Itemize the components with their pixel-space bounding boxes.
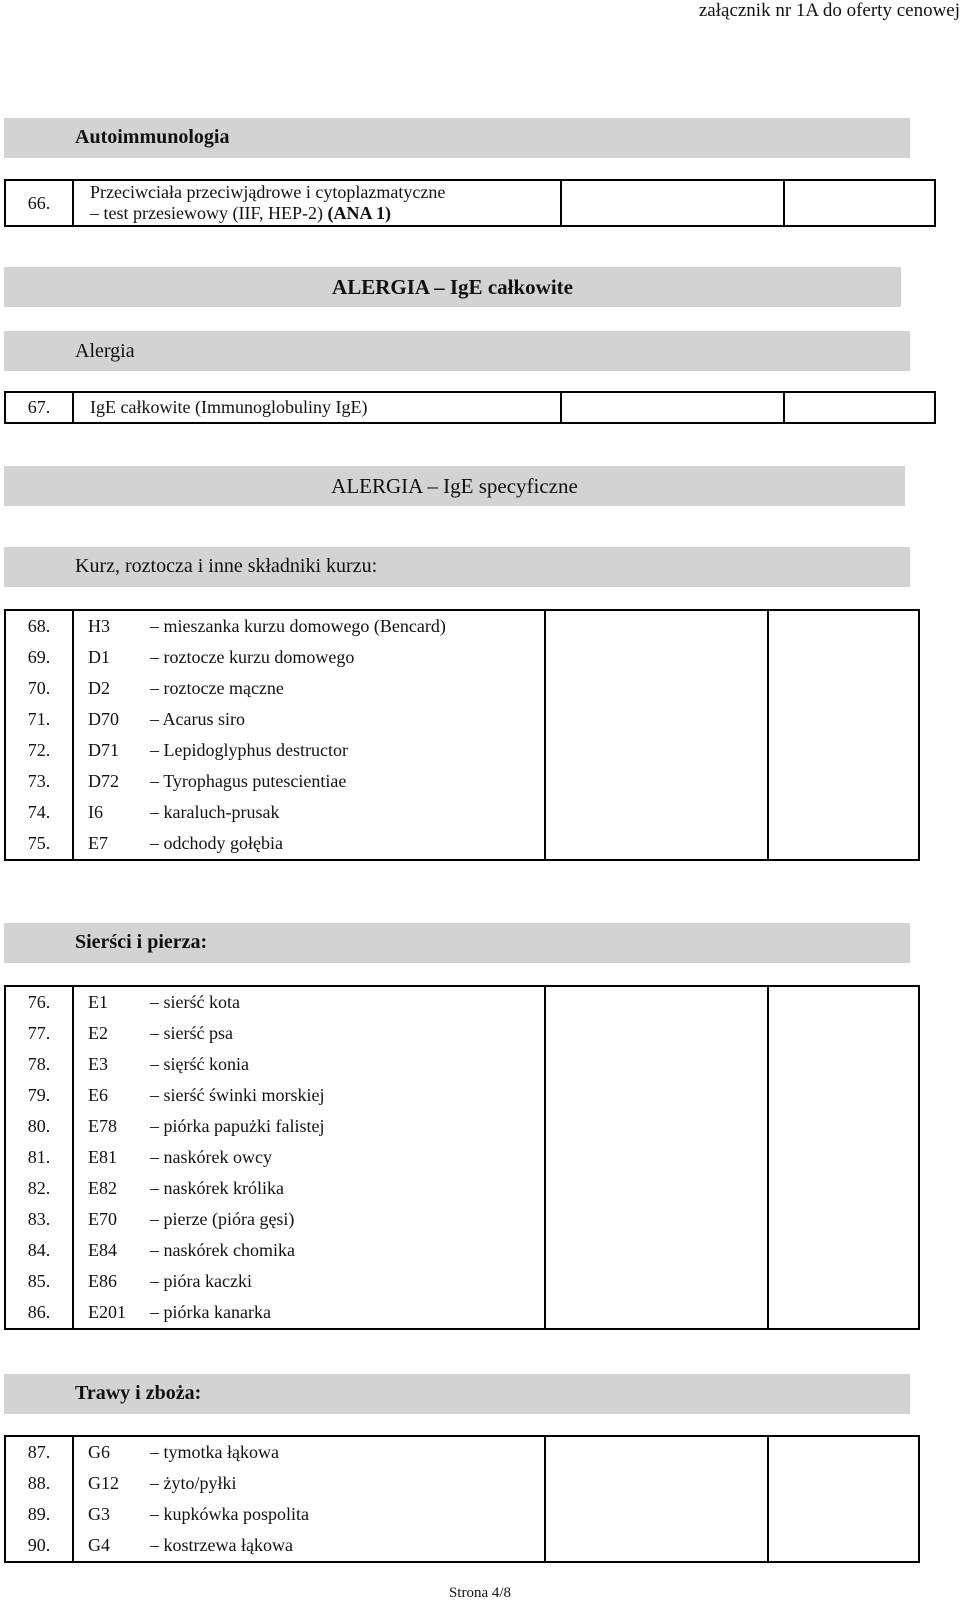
section-title: Alergia [75,340,135,362]
allergen-name: – naskórek królika [150,1178,284,1198]
empty-cell [768,1468,919,1499]
allergen-name: – piórka kanarka [150,1302,271,1322]
test-name [73,1297,545,1329]
empty-cell [768,1436,919,1468]
empty-cell [768,1049,919,1080]
row-number: 76. [5,986,73,1018]
empty-cell [545,610,768,642]
table-row [5,610,919,642]
allergen-code: E3 [88,1054,108,1074]
table-row [5,642,919,673]
empty-cell [561,392,784,423]
empty-cell [768,766,919,797]
page-header: załącznik nr 1A do oferty cenowej [698,0,960,21]
table-row [5,735,919,766]
row-number: 77. [5,1018,73,1049]
table-row [5,673,919,704]
table-row [5,1142,919,1173]
empty-cell [545,797,768,828]
empty-cell [768,828,919,860]
empty-cell [768,1111,919,1142]
section-title: ALERGIA – IgE specyficzne [331,474,578,498]
row-number: 70. [5,673,73,704]
table-row [5,1111,919,1142]
test-name [73,1266,545,1297]
row-number: 66. [5,180,73,226]
allergen-code: G3 [88,1504,110,1524]
empty-cell [545,1297,768,1329]
test-name [73,1049,545,1080]
table-row [5,180,935,226]
row-number: 90. [5,1530,73,1562]
empty-cell [545,766,768,797]
section-alergia-specific [4,466,905,506]
row-number: 83. [5,1204,73,1235]
empty-cell [545,1530,768,1562]
test-name [73,642,545,673]
table-row [5,1530,919,1562]
section-title: Kurz, roztocza i inne składniki kurzu: [75,555,378,577]
empty-cell [545,1235,768,1266]
test-name [73,986,545,1018]
allergen-code: D70 [88,709,119,729]
empty-cell [545,735,768,766]
table-row [5,1173,919,1204]
empty-cell [768,735,919,766]
test-abbrev: (ANA 1) [327,203,392,223]
allergen-name: – tymotka łąkowa [150,1442,279,1462]
empty-cell [784,180,935,226]
section-title: ALERGIA – IgE całkowite [332,275,573,299]
empty-cell [768,1266,919,1297]
empty-cell [784,392,935,423]
allergen-code: E7 [88,833,108,853]
allergen-name: – sięrść konia [150,1054,249,1074]
allergen-code: D1 [88,647,110,667]
table-row [5,1204,919,1235]
row-number: 86. [5,1297,73,1329]
table-row [5,392,935,423]
row-number: 75. [5,828,73,860]
test-name-line1: Przeciwciała przeciwjądrowe i cytoplazmatyczne [90,182,446,202]
row-number: 72. [5,735,73,766]
test-name [73,735,545,766]
table-row [5,1080,919,1111]
row-number: 78. [5,1049,73,1080]
allergen-name: – kupkówka pospolita [150,1504,309,1524]
table-row [5,797,919,828]
empty-cell [561,180,784,226]
row-number: 67. [5,392,73,423]
allergen-code: G12 [88,1473,119,1493]
allergen-code: E84 [88,1240,117,1260]
test-name [73,797,545,828]
empty-cell [768,642,919,673]
empty-cell [545,1111,768,1142]
allergen-name: – roztocze mączne [150,678,284,698]
allergen-code: E78 [88,1116,117,1136]
empty-cell [768,986,919,1018]
empty-cell [545,1049,768,1080]
empty-cell [768,1499,919,1530]
allergen-name: – mieszanka kurzu domowego (Bencard) [150,616,446,636]
allergen-name: – naskórek owcy [150,1147,272,1167]
empty-cell [545,986,768,1018]
empty-cell [768,704,919,735]
allergen-name: – naskórek chomika [150,1240,295,1260]
allergen-code: E82 [88,1178,117,1198]
test-name [73,704,545,735]
allergen-code: D72 [88,771,119,791]
table-row [5,986,919,1018]
test-name [73,828,545,860]
row-number: 71. [5,704,73,735]
empty-cell [545,1142,768,1173]
table-row [5,828,919,860]
test-name [73,1204,545,1235]
empty-cell [545,1499,768,1530]
row-number: 79. [5,1080,73,1111]
test-name [73,610,545,642]
fur-table [4,985,920,1330]
allergen-name: – żyto/pyłki [150,1473,237,1493]
allergen-code: I6 [88,802,103,822]
section-autoimmunologia [4,118,910,158]
table-row [5,766,919,797]
page-footer: Strona 4/8 [448,1585,512,1601]
row-number: 82. [5,1173,73,1204]
allergen-code: E6 [88,1085,108,1105]
empty-cell [545,1080,768,1111]
allergen-code: D71 [88,740,119,760]
test-name [73,1499,545,1530]
empty-cell [768,1235,919,1266]
row-number: 80. [5,1111,73,1142]
empty-cell [768,610,919,642]
row-number: 89. [5,1499,73,1530]
allergen-code: E81 [88,1147,117,1167]
allergen-name: – sierść kota [150,992,240,1012]
empty-cell [545,1468,768,1499]
empty-cell [768,1018,919,1049]
allergen-code: E1 [88,992,108,1012]
ige-total-table [4,391,936,424]
ana-table [4,179,936,227]
section-title: Trawy i zboża: [75,1382,202,1404]
test-name [73,1142,545,1173]
section-alergia-total [4,267,901,307]
test-name [73,1018,545,1049]
table-row [5,1468,919,1499]
test-name [73,673,545,704]
allergen-name: – odchody gołębia [150,833,283,853]
test-name [73,1173,545,1204]
table-row [5,704,919,735]
empty-cell [545,828,768,860]
empty-cell [768,1080,919,1111]
empty-cell [545,642,768,673]
row-number: 81. [5,1142,73,1173]
test-name-line2-text: – test przesiewowy (IIF, HEP-2) [90,203,324,223]
allergen-code: G6 [88,1442,110,1462]
empty-cell [545,1173,768,1204]
allergen-code: E86 [88,1271,117,1291]
allergen-name: – sierść psa [150,1023,233,1043]
allergen-code: E70 [88,1209,117,1229]
table-row [5,1049,919,1080]
row-number: 74. [5,797,73,828]
allergen-name: – piórka papużki falistej [150,1116,324,1136]
empty-cell [768,1297,919,1329]
allergen-code: H3 [88,616,110,636]
test-name [73,1111,545,1142]
allergen-name: – Tyrophagus putescientiae [150,771,346,791]
test-name [73,1436,545,1468]
dust-table [4,609,920,861]
allergen-name: – kostrzewa łąkowa [150,1535,293,1555]
row-number: 73. [5,766,73,797]
table-row [5,1235,919,1266]
empty-cell [545,1204,768,1235]
empty-cell [768,797,919,828]
row-number: 69. [5,642,73,673]
empty-cell [545,704,768,735]
section-fur [4,923,910,963]
allergen-name: – pióra kaczki [150,1271,252,1291]
section-title: Autoimmunologia [75,126,230,148]
row-number: 85. [5,1266,73,1297]
empty-cell [768,1142,919,1173]
allergen-code: E201 [88,1302,126,1322]
allergen-name: – sierść świnki morskiej [150,1085,324,1105]
empty-cell [768,673,919,704]
test-name: IgE całkowite (Immunoglobuliny IgE) [73,392,561,423]
test-name [73,1530,545,1562]
allergen-name: – pierze (pióra gęsi) [150,1209,294,1229]
table-row [5,1266,919,1297]
empty-cell [545,1436,768,1468]
section-alergia [4,331,910,371]
allergen-name: – Lepidoglyphus destructor [150,740,348,760]
section-title: Sierści i pierza: [75,931,208,953]
empty-cell [768,1204,919,1235]
test-name [73,1235,545,1266]
table-row [5,1436,919,1468]
allergen-name: – karaluch-prusak [150,802,279,822]
test-name-line2 [90,203,560,224]
empty-cell [545,673,768,704]
allergen-name: – Acarus siro [150,709,245,729]
row-number: 87. [5,1436,73,1468]
row-number: 84. [5,1235,73,1266]
row-number: 68. [5,610,73,642]
section-grass [4,1374,910,1414]
allergen-name: – roztocze kurzu domowego [150,647,354,667]
test-name [73,1080,545,1111]
empty-cell [768,1173,919,1204]
table-row [5,1018,919,1049]
allergen-code: D2 [88,678,110,698]
section-dust [4,547,910,587]
test-name [73,1468,545,1499]
empty-cell [545,1018,768,1049]
table-row [5,1499,919,1530]
empty-cell [768,1530,919,1562]
allergen-code: G4 [88,1535,110,1555]
test-name [73,766,545,797]
empty-cell [545,1266,768,1297]
table-row [5,1297,919,1329]
allergen-code: E2 [88,1023,108,1043]
row-number: 88. [5,1468,73,1499]
test-name [73,180,561,226]
grass-table [4,1435,920,1563]
